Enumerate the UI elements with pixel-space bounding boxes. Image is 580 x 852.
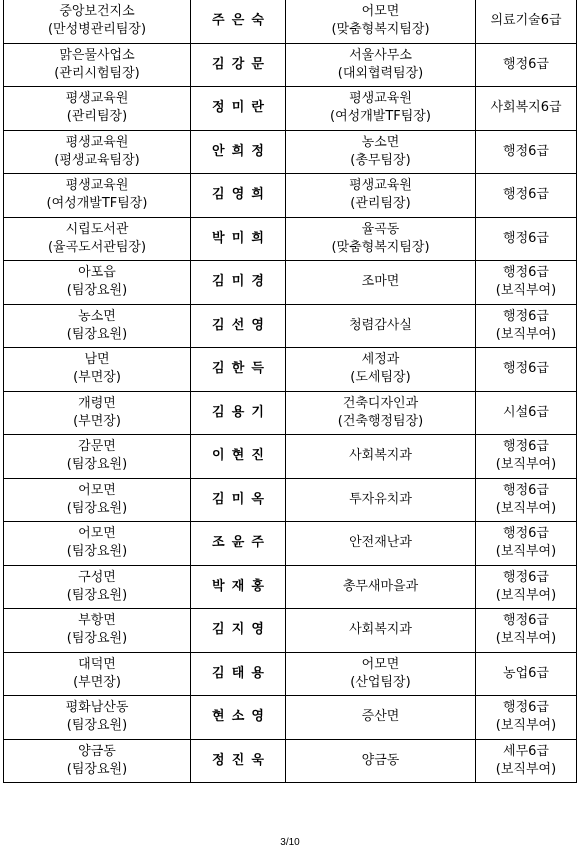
new-post-cell: 사회복지과 xyxy=(286,435,476,479)
grade-cell: 행정6급 xyxy=(476,43,577,87)
employee-name-cell: 이현진 xyxy=(191,435,286,479)
employee-name-cell: 주은숙 xyxy=(191,0,286,43)
previous-post-cell: 남면 (부면장) xyxy=(4,348,191,392)
previous-post-cell: 대덕면 (부면장) xyxy=(4,652,191,696)
new-post-cell: 율곡동 (맞춤형복지팀장) xyxy=(286,217,476,261)
table-row xyxy=(4,174,577,218)
table-row xyxy=(4,304,577,348)
new-post-cell: 총무새마을과 xyxy=(286,565,476,609)
previous-post-cell: 아포읍 (팀장요원) xyxy=(4,261,191,305)
employee-name-cell: 김미경 xyxy=(191,261,286,305)
table-row xyxy=(4,348,577,392)
new-post-cell: 투자유치과 xyxy=(286,478,476,522)
new-post-cell: 건축디자인과 (건축행정팀장) xyxy=(286,391,476,435)
grade-cell: 시설6급 xyxy=(476,391,577,435)
table-row xyxy=(4,0,577,43)
new-post-cell: 어모면 (맞춤형복지팀장) xyxy=(286,0,476,43)
table-row xyxy=(4,435,577,479)
grade-cell: 행정6급 (보직부여) xyxy=(476,565,577,609)
previous-post-cell: 맑은물사업소 (관리시험팀장) xyxy=(4,43,191,87)
table-row xyxy=(4,565,577,609)
employee-name-cell: 조윤주 xyxy=(191,522,286,566)
table-row xyxy=(4,130,577,174)
employee-name-cell: 박재홍 xyxy=(191,565,286,609)
new-post-cell: 평생교육원 (관리팀장) xyxy=(286,174,476,218)
grade-cell: 행정6급 xyxy=(476,348,577,392)
previous-post-cell: 개령면 (부면장) xyxy=(4,391,191,435)
table-row xyxy=(4,739,577,783)
table-row xyxy=(4,609,577,653)
grade-cell: 세무6급 (보직부여) xyxy=(476,739,577,783)
personnel-table-body xyxy=(4,0,577,783)
previous-post-cell: 어모면 (팀장요원) xyxy=(4,478,191,522)
new-post-cell: 사회복지과 xyxy=(286,609,476,653)
previous-post-cell: 평생교육원 (평생교육팀장) xyxy=(4,130,191,174)
new-post-cell: 조마면 xyxy=(286,261,476,305)
new-post-cell: 평생교육원 (여성개발TF팀장) xyxy=(286,87,476,131)
grade-cell: 행정6급 (보직부여) xyxy=(476,304,577,348)
employee-name-cell: 김용기 xyxy=(191,391,286,435)
grade-cell: 행정6급 (보직부여) xyxy=(476,522,577,566)
table-row xyxy=(4,696,577,740)
employee-name-cell: 정진욱 xyxy=(191,739,286,783)
new-post-cell: 양금동 xyxy=(286,739,476,783)
previous-post-cell: 어모면 (팀장요원) xyxy=(4,522,191,566)
employee-name-cell: 김강문 xyxy=(191,43,286,87)
new-post-cell: 청렴감사실 xyxy=(286,304,476,348)
table-row xyxy=(4,43,577,87)
new-post-cell: 세정과 (도세팀장) xyxy=(286,348,476,392)
new-post-cell: 서울사무소 (대외협력팀장) xyxy=(286,43,476,87)
table-row xyxy=(4,391,577,435)
employee-name-cell: 김한득 xyxy=(191,348,286,392)
previous-post-cell: 시립도서관 (율곡도서관팀장) xyxy=(4,217,191,261)
employee-name-cell: 김선영 xyxy=(191,304,286,348)
employee-name-cell: 박미희 xyxy=(191,217,286,261)
table-row xyxy=(4,87,577,131)
previous-post-cell: 중앙보건지소 (만성병관리팀장) xyxy=(4,0,191,43)
new-post-cell: 농소면 (총무팀장) xyxy=(286,130,476,174)
grade-cell: 의료기술6급 xyxy=(476,0,577,43)
employee-name-cell: 김미옥 xyxy=(191,478,286,522)
new-post-cell: 어모면 (산업팀장) xyxy=(286,652,476,696)
personnel-table xyxy=(3,0,577,783)
grade-cell: 행정6급 (보직부여) xyxy=(476,261,577,305)
previous-post-cell: 평생교육원 (여성개발TF팀장) xyxy=(4,174,191,218)
table-row xyxy=(4,478,577,522)
new-post-cell: 증산면 xyxy=(286,696,476,740)
previous-post-cell: 농소면 (팀장요원) xyxy=(4,304,191,348)
grade-cell: 행정6급 (보직부여) xyxy=(476,609,577,653)
employee-name-cell: 안희정 xyxy=(191,130,286,174)
table-row xyxy=(4,217,577,261)
table-row xyxy=(4,652,577,696)
table-row xyxy=(4,522,577,566)
grade-cell: 농업6급 xyxy=(476,652,577,696)
previous-post-cell: 부항면 (팀장요원) xyxy=(4,609,191,653)
employee-name-cell: 정미란 xyxy=(191,87,286,131)
previous-post-cell: 구성면 (팀장요원) xyxy=(4,565,191,609)
previous-post-cell: 평생교육원 (관리팀장) xyxy=(4,87,191,131)
previous-post-cell: 양금동 (팀장요원) xyxy=(4,739,191,783)
grade-cell: 행정6급 xyxy=(476,217,577,261)
employee-name-cell: 김태용 xyxy=(191,652,286,696)
table-row xyxy=(4,261,577,305)
grade-cell: 행정6급 (보직부여) xyxy=(476,696,577,740)
employee-name-cell: 김지영 xyxy=(191,609,286,653)
employee-name-cell: 현소영 xyxy=(191,696,286,740)
grade-cell: 행정6급 (보직부여) xyxy=(476,478,577,522)
employee-name-cell: 김영희 xyxy=(191,174,286,218)
new-post-cell: 안전재난과 xyxy=(286,522,476,566)
page-number: 3/10 xyxy=(280,837,300,848)
previous-post-cell: 평화남산동 (팀장요원) xyxy=(4,696,191,740)
grade-cell: 행정6급 xyxy=(476,130,577,174)
previous-post-cell: 감문면 (팀장요원) xyxy=(4,435,191,479)
grade-cell: 행정6급 xyxy=(476,174,577,218)
grade-cell: 사회복지6급 xyxy=(476,87,577,131)
grade-cell: 행정6급 (보직부여) xyxy=(476,435,577,479)
